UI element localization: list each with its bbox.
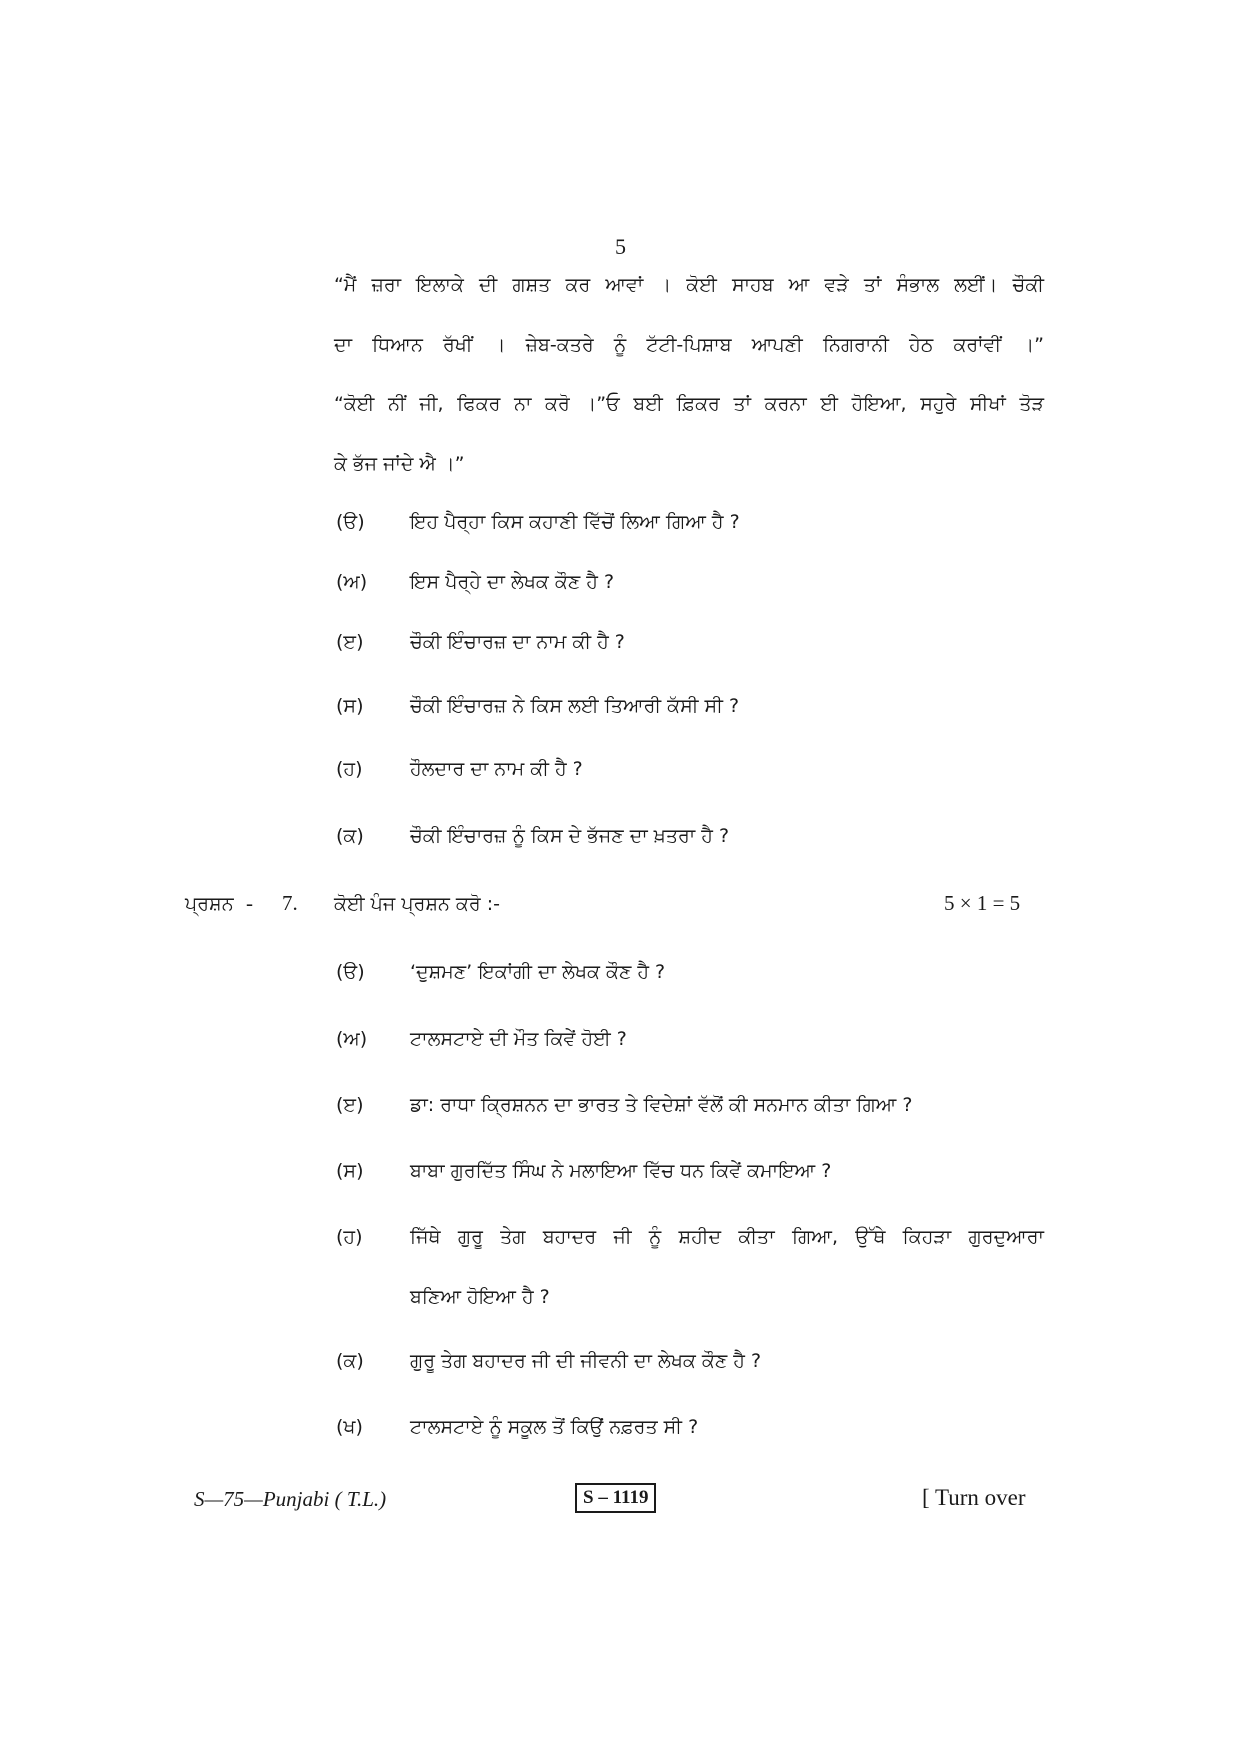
question-label: (ਸ) [336, 1160, 364, 1182]
question-text: ਟਾਲਸਟਾਏ ਦੀ ਮੌਤ ਕਿਵੇਂ ਹੋਈ ? [410, 1028, 627, 1050]
question-label: (ਸ) [336, 695, 364, 717]
question-instruction: ਕੋਈ ਪੰਜ ਪ੍ਰਸ਼ਨ ਕਰੋ :- [334, 893, 500, 915]
question-text: ਟਾਲਸਟਾਏ ਨੂੰ ਸਕੂਲ ਤੋਂ ਕਿਉਂ ਨਫ਼ਰਤ ਸੀ ? [410, 1416, 699, 1438]
question-label: (ਹ) [336, 758, 363, 780]
question-dash: - [246, 891, 253, 915]
question-label: (ੲ) [336, 631, 364, 653]
question-text: ਇਹ ਪੈਰ੍ਹਾ ਕਿਸ ਕਹਾਣੀ ਵਿੱਚੋਂ ਲਿਆ ਗਿਆ ਹੈ ? [410, 511, 740, 533]
question-text: ਇਸ ਪੈਰ੍ਹੇ ਦਾ ਲੇਖਕ ਕੌਣ ਹੈ ? [410, 571, 615, 593]
footer-turn-over: [ Turn over [922, 1485, 1026, 1510]
page-number: 5 [615, 234, 626, 259]
passage-line: “ਮੈਂ ਜ਼ਰਾ ਇਲਾਕੇ ਦੀ ਗਸ਼ਤ ਕਰ ਆਵਾਂ । ਕੋਈ ਸਾਹਬ ਆ ਵੜੇ ਤਾਂ ਸੰਭਾਲ ਲਈਂ। ਚੌਕੀ [334, 274, 1044, 296]
question-text: ਬਾਬਾ ਗੁਰਦਿੱਤ ਸਿੰਘ ਨੇ ਮਲਾਇਆ ਵਿੱਚ ਧਨ ਕਿਵੇਂ ਕਮਾਇਆ ? [410, 1160, 832, 1182]
question-label: (ੲ) [336, 1094, 364, 1116]
question-label: (ਅ) [336, 1028, 368, 1050]
question-text: ਗੁਰੂ ਤੇਗ ਬਹਾਦਰ ਜੀ ਦੀ ਜੀਵਨੀ ਦਾ ਲੇਖਕ ਕੌਣ ਹੈ ? [410, 1350, 762, 1372]
footer-series-code: S – 1119 [575, 1483, 656, 1513]
question-number: 7. [282, 891, 298, 915]
passage-line: ਕੇ ਭੱਜ ਜਾਂਦੇ ਐ ।” [334, 453, 465, 475]
question-text: ਚੌਕੀ ਇੰਚਾਰਜ਼ ਦਾ ਨਾਮ ਕੀ ਹੈ ? [410, 631, 625, 653]
question-text: ‘ਦੁਸ਼ਮਣ’ ਇਕਾਂਗੀ ਦਾ ਲੇਖਕ ਕੌਣ ਹੈ ? [410, 961, 666, 983]
question-text-continuation: ਬਣਿਆ ਹੋਇਆ ਹੈ ? [410, 1286, 550, 1308]
question-label: (ਹ) [336, 1226, 363, 1248]
passage-line: ਦਾ ਧਿਆਨ ਰੱਖੀਂ । ਜ਼ੇਬ-ਕਤਰੇ ਨੂੰ ਟੱਟੀ-ਪਿਸ਼ਾਬ ਆਪਣੀ ਨਿਗਰਾਨੀ ਹੇਠ ਕਰਾਂਵੀਂ ।” [334, 334, 1044, 356]
question-text: ਚੌਕੀ ਇੰਚਾਰਜ਼ ਨੇ ਕਿਸ ਲਈ ਤਿਆਰੀ ਕੱਸੀ ਸੀ ? [410, 695, 740, 717]
question-text: ਜਿੱਥੇ ਗੁਰੂ ਤੇਗ ਬਹਾਦਰ ਜੀ ਨੂੰ ਸ਼ਹੀਦ ਕੀਤਾ ਗਿਆ, ਉੱਥੇ ਕਿਹੜਾ ਗੁਰਦੁਆਰਾ [410, 1226, 1044, 1248]
question-text: ਡਾ: ਰਾਧਾ ਕ੍ਰਿਸ਼ਨਨ ਦਾ ਭਾਰਤ ਤੇ ਵਿਦੇਸ਼ਾਂ ਵੱਲੋਂ ਕੀ ਸਨਮਾਨ ਕੀਤਾ ਗਿਆ ? [410, 1094, 913, 1116]
question-word: ਪ੍ਰਸ਼ਨ [185, 893, 234, 915]
question-text: ਹੌਲਦਾਰ ਦਾ ਨਾਮ ਕੀ ਹੈ ? [410, 758, 583, 780]
question-label: (ਖ) [336, 1416, 363, 1438]
question-label: (ਅ) [336, 571, 368, 593]
footer-paper-code: S—75—Punjabi ( T.L.) [194, 1487, 387, 1511]
question-label: (ਕ) [336, 1350, 364, 1372]
question-label: (ਕ) [336, 825, 364, 847]
passage-line: “ਕੋਈ ਨੀਂ ਜੀ, ਫਿਕਰ ਨਾ ਕਰੋ ।”ਓ ਬਈ ਫ਼ਿਕਰ ਤਾਂ ਕਰਨਾ ਈ ਹੋਇਆ, ਸਹੁਰੇ ਸੀਖਾਂ ਤੋੜ [334, 393, 1044, 415]
marks-allocation: 5 × 1 = 5 [944, 891, 1021, 915]
question-label: (ੳ) [336, 961, 365, 983]
question-label: (ੳ) [336, 511, 365, 533]
question-text: ਚੌਕੀ ਇੰਚਾਰਜ਼ ਨੂੰ ਕਿਸ ਦੇ ਭੱਜਣ ਦਾ ਖ਼ਤਰਾ ਹੈ ? [410, 825, 730, 847]
